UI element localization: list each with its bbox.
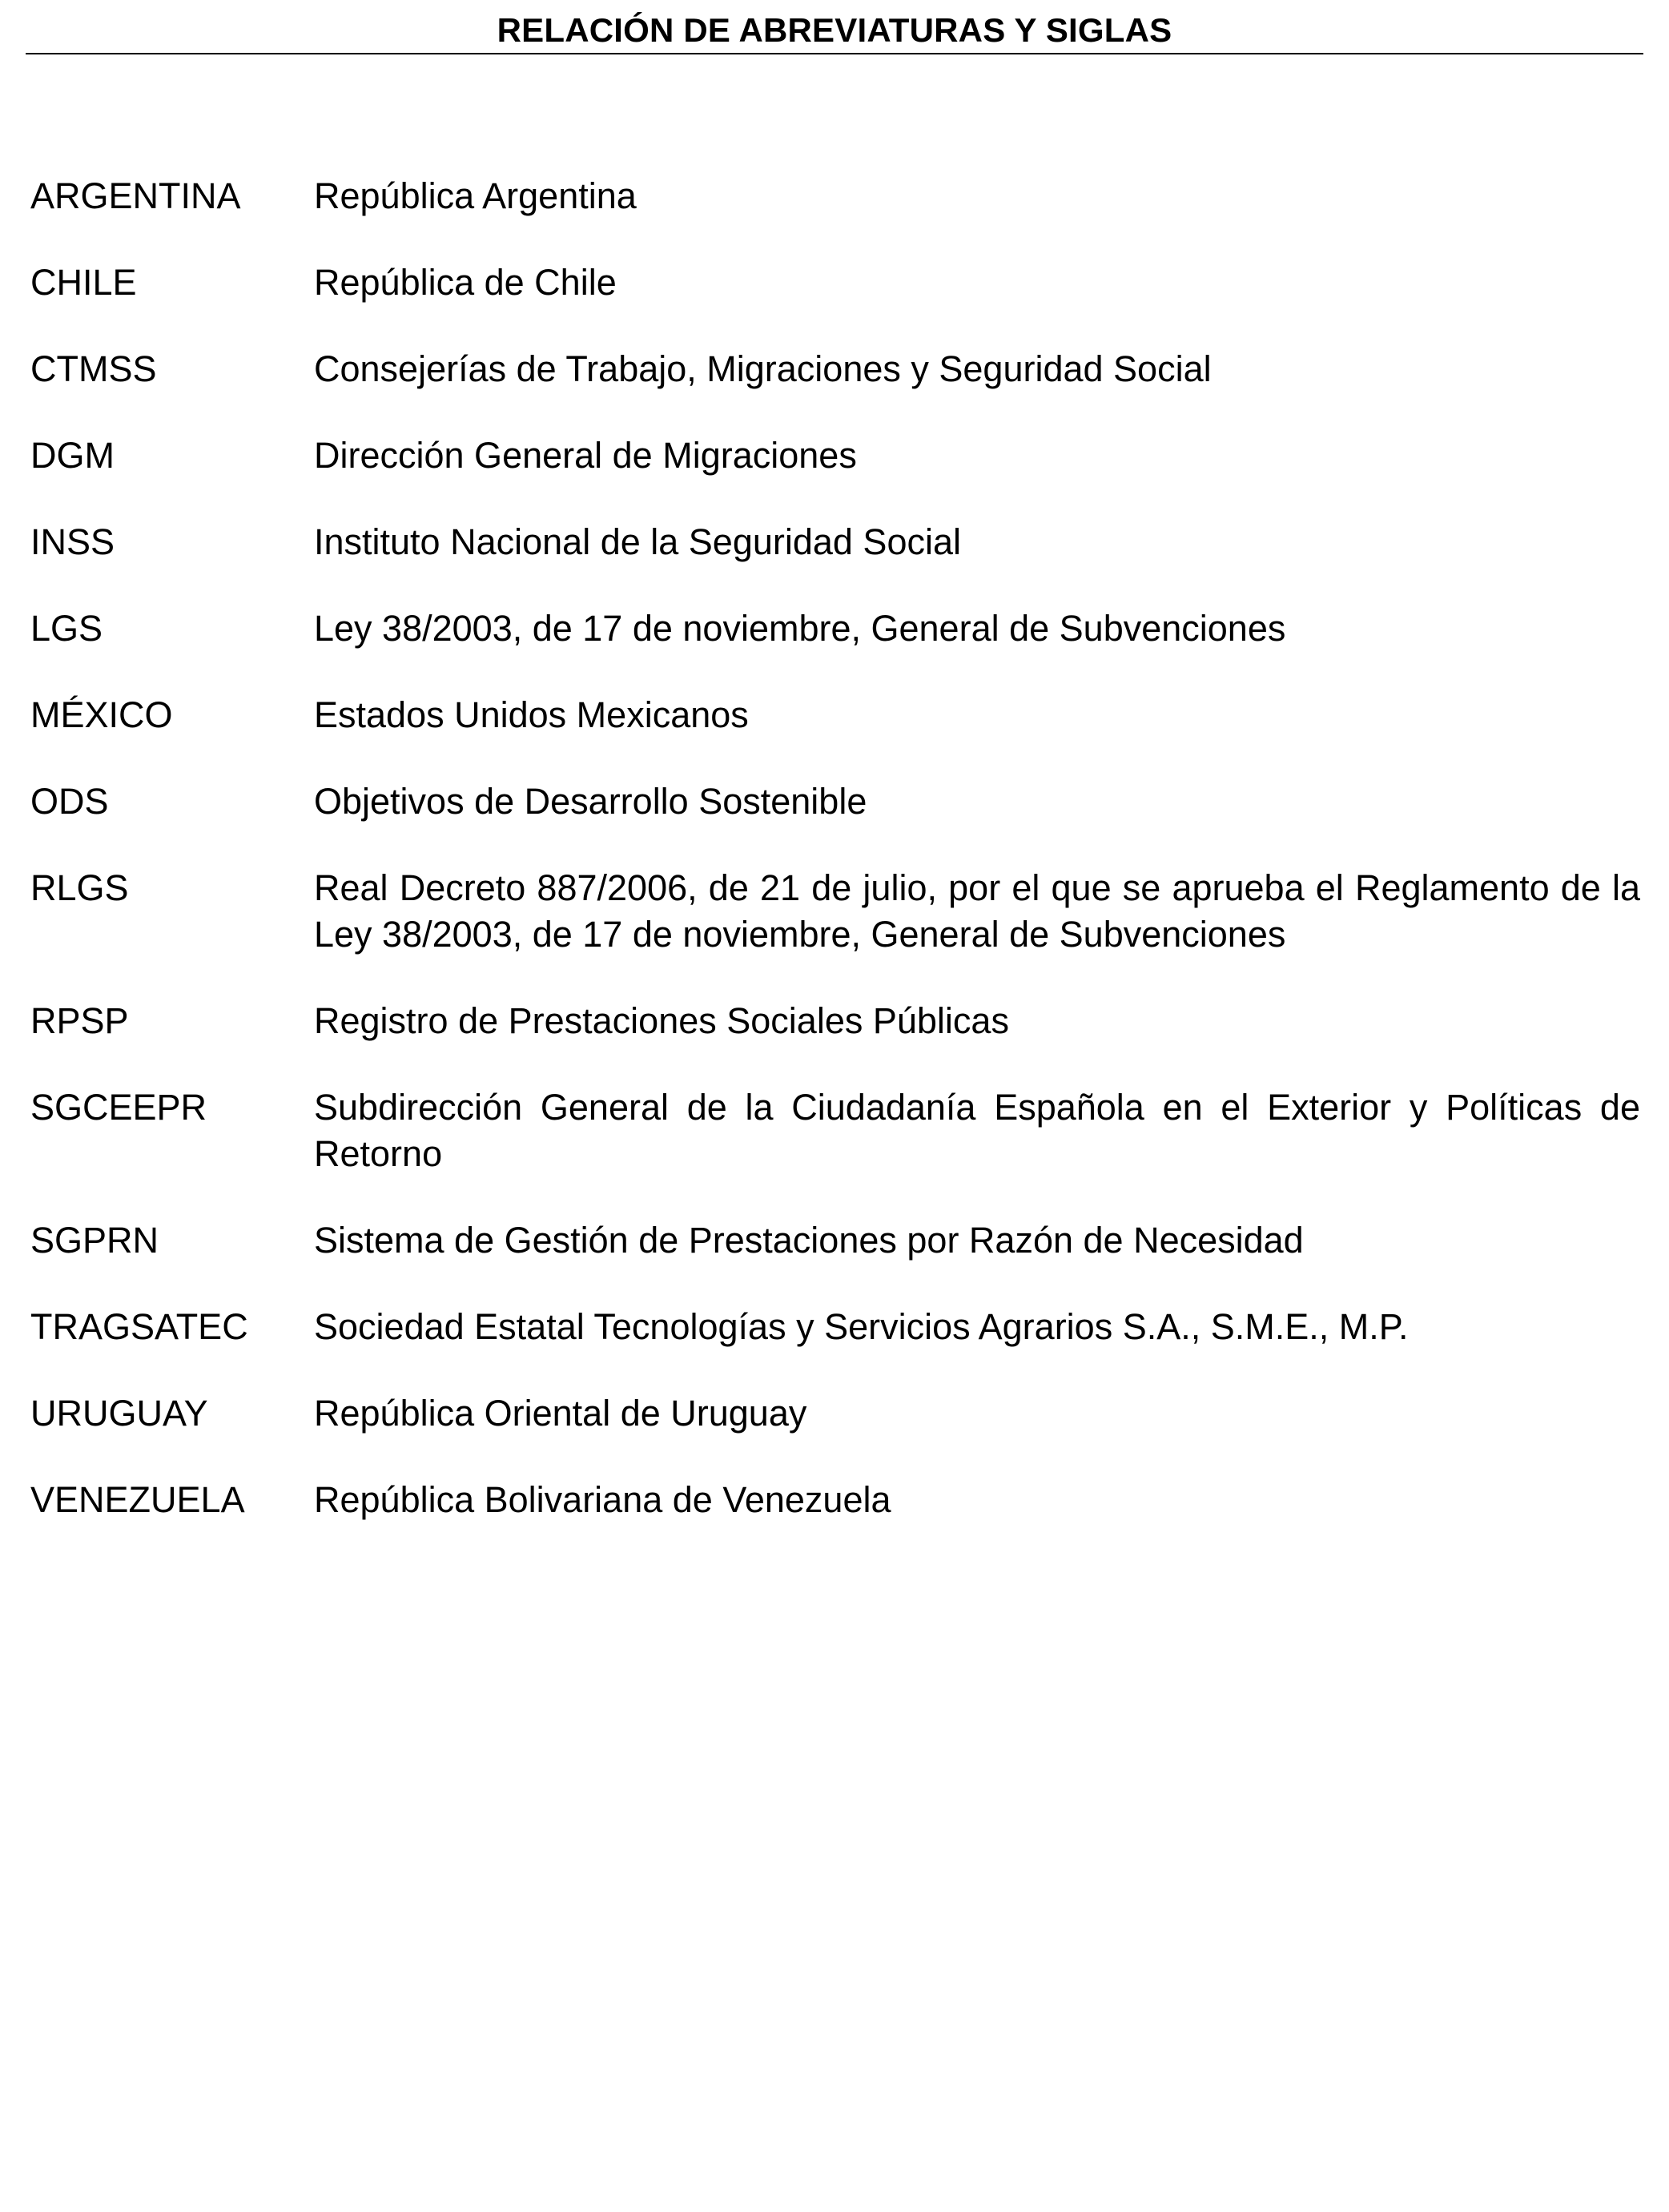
abbreviation-row bbox=[30, 1084, 1640, 1177]
abbreviation-row bbox=[30, 1304, 1640, 1350]
abbreviation-row bbox=[30, 259, 1640, 306]
abbreviation-row bbox=[30, 865, 1640, 958]
abbreviation-code: URUGUAY bbox=[30, 1393, 208, 1434]
abbreviation-meaning: Sistema de Gestión de Prestaciones por Razón de Necesidad bbox=[314, 1220, 1304, 1261]
abbreviation-code: LGS bbox=[30, 608, 103, 649]
abbreviation-meaning: Real Decreto 887/2006, de 21 de julio, por el que se aprueba el Reglamento de la Ley 38/2003, de 17 de noviembre, General de Subvenciones bbox=[314, 867, 1640, 955]
abbreviation-meaning: República Argentina bbox=[314, 175, 637, 216]
abbreviation-code: RLGS bbox=[30, 867, 129, 908]
abbreviation-row bbox=[30, 346, 1640, 392]
abbreviation-code: RPSP bbox=[30, 1000, 129, 1041]
abbreviation-row bbox=[30, 1217, 1640, 1264]
abbreviation-row bbox=[30, 173, 1640, 219]
abbreviation-list bbox=[30, 173, 1640, 1563]
abbreviation-meaning: Estados Unidos Mexicanos bbox=[314, 694, 749, 735]
title-underline bbox=[26, 53, 1643, 54]
abbreviation-code: ODS bbox=[30, 781, 109, 822]
abbreviation-row bbox=[30, 692, 1640, 738]
abbreviation-meaning: Registro de Prestaciones Sociales Públicas bbox=[314, 1000, 1009, 1041]
abbreviation-meaning: Sociedad Estatal Tecnologías y Servicios Agrarios S.A., S.M.E., M.P. bbox=[314, 1306, 1409, 1347]
abbreviation-code: INSS bbox=[30, 521, 115, 562]
abbreviation-row bbox=[30, 605, 1640, 652]
abbreviation-meaning: Subdirección General de la Ciudadanía Española en el Exterior y Políticas de Retorno bbox=[314, 1087, 1640, 1174]
abbreviation-code: SGCEEPR bbox=[30, 1087, 207, 1128]
abbreviation-row bbox=[30, 1390, 1640, 1437]
abbreviation-code: TRAGSATEC bbox=[30, 1306, 248, 1347]
page-title: RELACIÓN DE ABREVIATURAS Y SIGLAS bbox=[497, 11, 1172, 49]
abbreviation-meaning: República de Chile bbox=[314, 262, 617, 303]
abbreviation-code: VENEZUELA bbox=[30, 1479, 245, 1520]
abbreviation-meaning: Consejerías de Trabajo, Migraciones y Seguridad Social bbox=[314, 348, 1212, 389]
abbreviation-code: MÉXICO bbox=[30, 694, 173, 735]
abbreviation-meaning: Dirección General de Migraciones bbox=[314, 435, 857, 476]
abbreviation-row bbox=[30, 1477, 1640, 1523]
abbreviation-meaning: República Bolivariana de Venezuela bbox=[314, 1479, 891, 1520]
abbreviation-code: CTMSS bbox=[30, 348, 157, 389]
abbreviation-code: DGM bbox=[30, 435, 115, 476]
abbreviation-row bbox=[30, 432, 1640, 479]
abbreviation-row bbox=[30, 998, 1640, 1044]
abbreviation-code: ARGENTINA bbox=[30, 175, 241, 216]
abbreviation-code: CHILE bbox=[30, 262, 137, 303]
abbreviation-meaning: Instituto Nacional de la Seguridad Social bbox=[314, 521, 962, 562]
abbreviation-meaning: República Oriental de Uruguay bbox=[314, 1393, 807, 1434]
abbreviation-row bbox=[30, 778, 1640, 825]
abbreviation-meaning: Objetivos de Desarrollo Sostenible bbox=[314, 781, 867, 822]
abbreviation-row bbox=[30, 519, 1640, 565]
abbreviation-meaning: Ley 38/2003, de 17 de noviembre, General de Subvenciones bbox=[314, 608, 1286, 649]
abbreviation-code: SGPRN bbox=[30, 1220, 159, 1261]
